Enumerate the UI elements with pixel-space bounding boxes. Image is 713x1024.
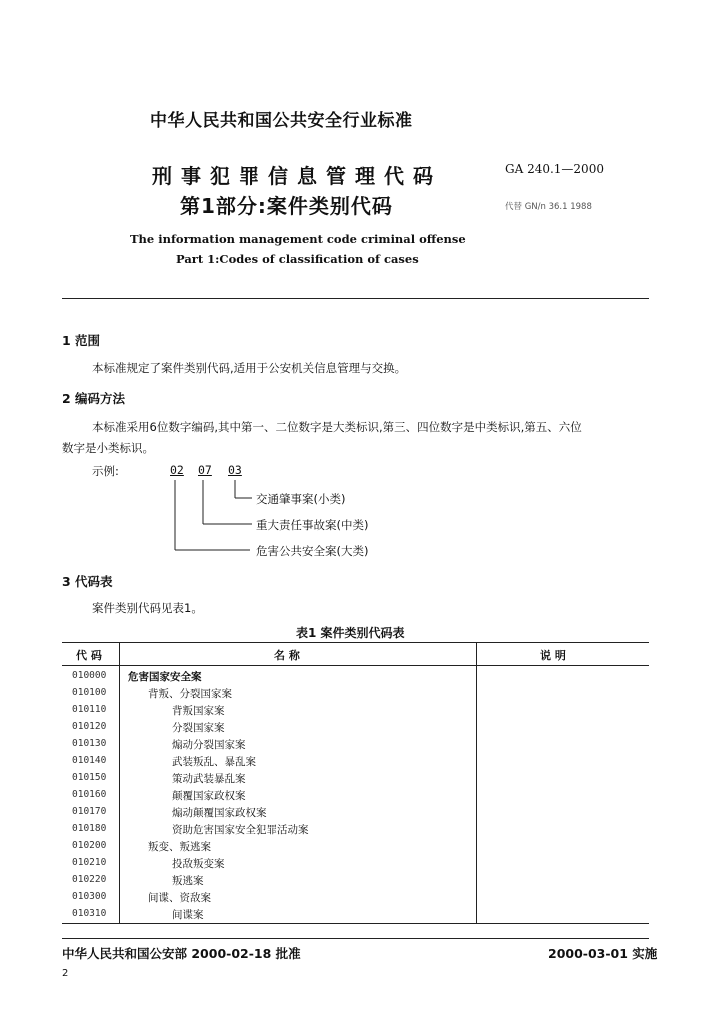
row-name: 煽动分裂国家案 xyxy=(172,739,246,751)
example-large-class: 危害公共安全案(大类) xyxy=(256,544,369,558)
table-header-divider xyxy=(62,665,649,666)
page-number: 2 xyxy=(62,968,69,979)
table-row xyxy=(62,855,649,872)
row-code: 010180 xyxy=(72,823,107,834)
footer-divider xyxy=(62,938,649,939)
section-3-title: 3 代码表 xyxy=(62,574,113,589)
example-code-small: 03 xyxy=(228,463,242,477)
example-medium-class: 重大责任事故案(中类) xyxy=(256,518,369,532)
approval-date: 中华人民共和国公安部 2000-02-18 批准 xyxy=(62,946,301,961)
standard-title: 刑事犯罪信息管理代码 xyxy=(152,164,442,188)
row-name: 背叛、分裂国家案 xyxy=(148,688,232,700)
row-name: 间谍案 xyxy=(172,909,204,921)
row-name: 煽动颠覆国家政权案 xyxy=(172,807,267,819)
section-1-body: 本标准规定了案件类别代码,适用于公安机关信息管理与交换。 xyxy=(92,361,407,375)
table-header-note: 说 明 xyxy=(540,649,566,662)
row-name: 分裂国家案 xyxy=(172,722,225,734)
row-name: 颠覆国家政权案 xyxy=(172,790,246,802)
row-code: 010140 xyxy=(72,755,107,766)
row-code: 010170 xyxy=(72,806,107,817)
english-title: The information management code criminal offense xyxy=(130,232,466,246)
table-row xyxy=(62,668,649,685)
row-code: 010120 xyxy=(72,721,107,732)
row-name: 叛变、叛逃案 xyxy=(148,841,211,853)
table-header-name: 名 称 xyxy=(274,649,300,662)
row-code: 010000 xyxy=(72,670,107,681)
row-name: 背叛国家案 xyxy=(172,705,225,717)
standard-number: GA 240.1—2000 xyxy=(505,162,604,176)
row-code: 010100 xyxy=(72,687,107,698)
standard-subtitle: 第1部分:案件类别代码 xyxy=(180,194,393,218)
row-name: 叛逃案 xyxy=(172,875,204,887)
row-code: 010310 xyxy=(72,908,107,919)
issuer-heading: 中华人民共和国公共安全行业标准 xyxy=(150,111,413,131)
row-name: 资助危害国家安全犯罪活动案 xyxy=(172,824,309,836)
table-row xyxy=(62,719,649,736)
row-code: 010210 xyxy=(72,857,107,868)
section-1-title: 1 范围 xyxy=(62,333,101,348)
row-code: 010150 xyxy=(72,772,107,783)
row-code: 010130 xyxy=(72,738,107,749)
table-row xyxy=(62,770,649,787)
replaces-note: 代替 GN/n 36.1 1988 xyxy=(505,202,592,212)
example-label: 示例: xyxy=(92,464,119,478)
row-name: 危害国家安全案 xyxy=(128,671,202,683)
table-row xyxy=(62,838,649,855)
row-code: 010300 xyxy=(72,891,107,902)
example-small-class: 交通肇事案(小类) xyxy=(256,492,346,506)
table-row xyxy=(62,804,649,821)
section-2-title: 2 编码方法 xyxy=(62,391,126,406)
effective-date: 2000-03-01 实施 xyxy=(548,946,658,961)
section-2-body-line1: 本标准采用6位数字编码,其中第一、二位数字是大类标识,第三、四位数字是中类标识,第五、六位 xyxy=(92,420,582,434)
table-caption: 表1 案件类别代码表 xyxy=(296,626,405,640)
code-table xyxy=(62,642,649,924)
section-3-body: 案件类别代码见表1。 xyxy=(92,601,203,615)
table-row xyxy=(62,702,649,719)
table-row xyxy=(62,821,649,838)
row-code: 010160 xyxy=(72,789,107,800)
table-row xyxy=(62,753,649,770)
row-name: 投敌叛变案 xyxy=(172,858,225,870)
row-name: 武装叛乱、暴乱案 xyxy=(172,756,256,768)
section-2-body-line2: 数字是小类标识。 xyxy=(62,441,154,455)
row-code: 010220 xyxy=(72,874,107,885)
table-row xyxy=(62,787,649,804)
example-code-medium: 07 xyxy=(198,463,212,477)
row-code: 010110 xyxy=(72,704,107,715)
row-name: 策动武装暴乱案 xyxy=(172,773,246,785)
table-row xyxy=(62,906,649,923)
table-row xyxy=(62,889,649,906)
row-code: 010200 xyxy=(72,840,107,851)
table-row xyxy=(62,872,649,889)
example-code-large: 02 xyxy=(170,463,184,477)
table-row xyxy=(62,685,649,702)
table-row xyxy=(62,736,649,753)
english-subtitle: Part 1:Codes of classification of cases xyxy=(176,252,419,266)
row-name: 间谍、资敌案 xyxy=(148,892,211,904)
table-header-code: 代 码 xyxy=(76,649,102,662)
